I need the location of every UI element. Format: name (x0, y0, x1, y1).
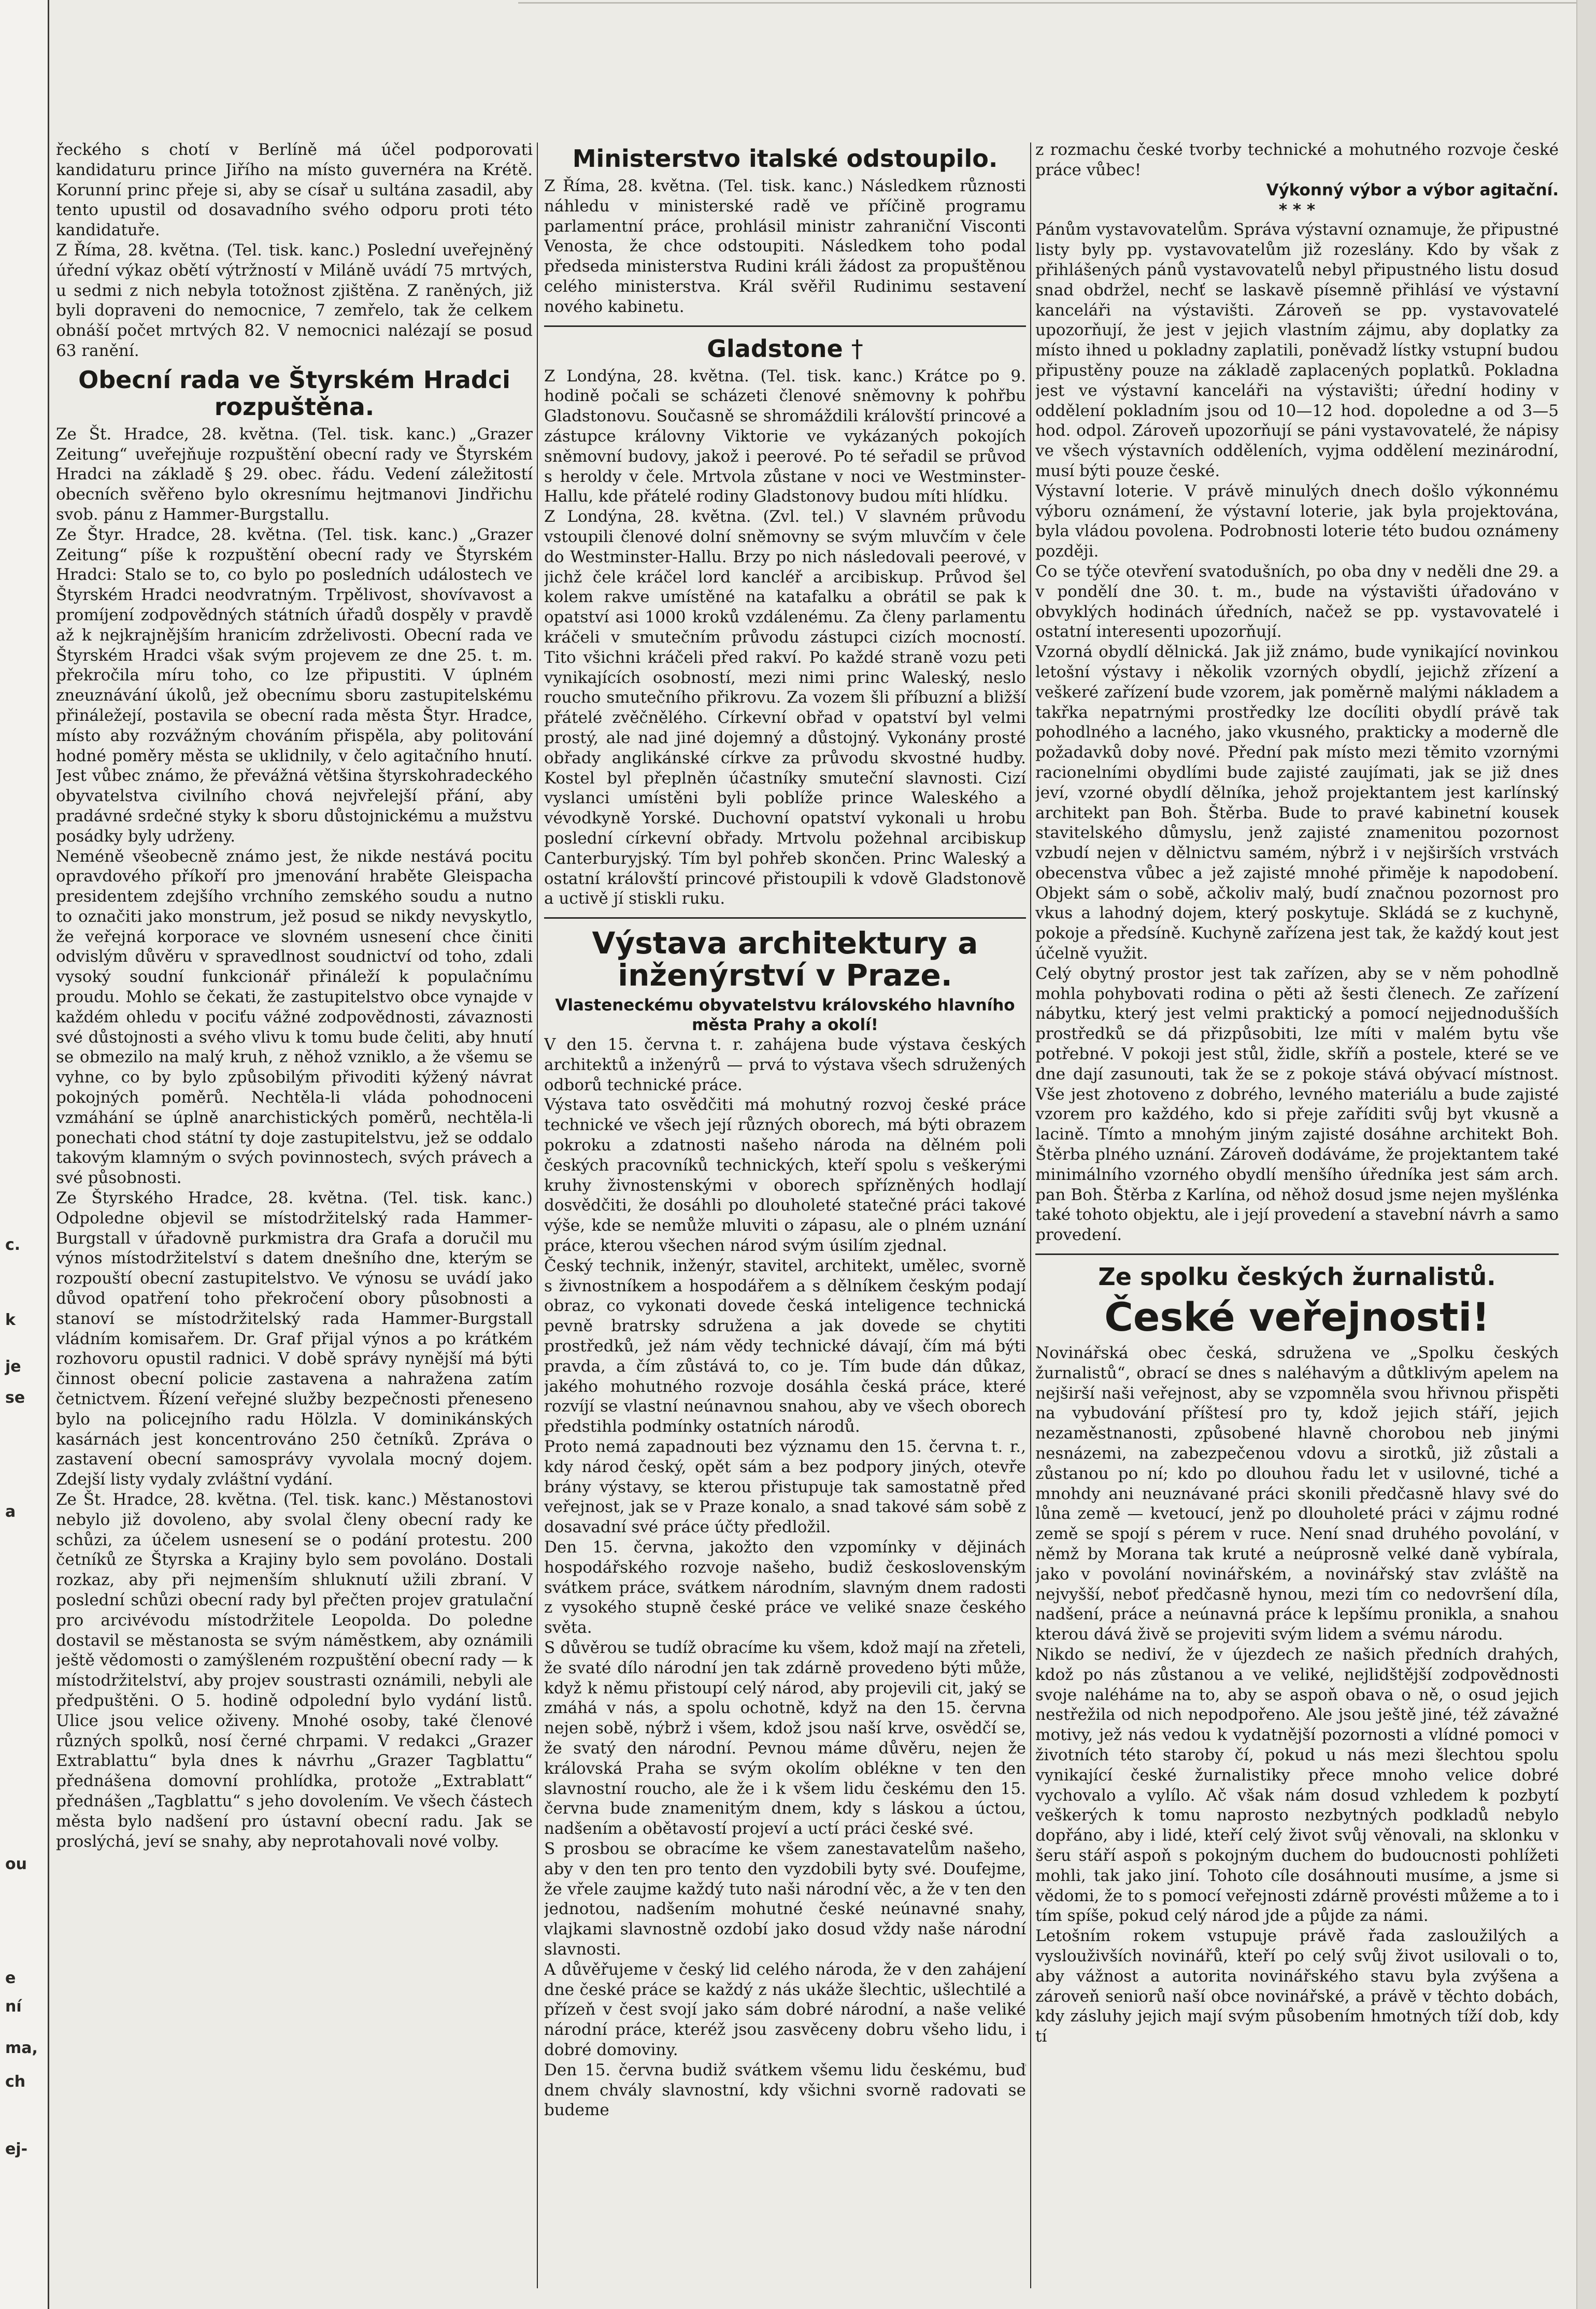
article-paragraph: Z Londýna, 28. května. (Tel. tisk. kanc.) Krátce po 9. hodině počali se scházeti členové sněmovny k pohřbu Gladstonovu. Současně se shromáždili královští princové a zástupce královny Viktorie ve vykázaných pokojích sněmovní budovy, jakož i peerové. Po té seřadil se průvod s heroldy v čele. Mrtvola zůstane v noci ve Westminster-Hallu, kde přátelé rodiny Gladstonovy budou míti hlídku. (544, 366, 1026, 506)
left-margin-strip (0, 0, 49, 2309)
article-paragraph: Pánům vystavovatelům. Správa výstavní oznamuje, že připustné listy byly pp. vystavovatelům již rozeslány. Kdo by však z přihlášených pánů vystavovatelů nebyl připustného listu dosud snad obdržel, nechť se laskavě písemně přihlásí ve výstavní kanceláři na výstavišti. Zároveň se pp. vystavovatelé upozorňují, že jest v jejich vlastním zájmu, aby doplatky za místo ihned u pokladny zaplatili, poněvadž lístky vstupní budou připustěny pouze na základě zaplacených poplatků. Pokladna jest ve výstavní kanceláři na výstavišti; úřední hodiny v oddělení pokladním jsou od 10—12 hod. dopoledne a od 3—5 hod. odpol. Zároveň upozorňují se páni vystavovatelé, že nápisy ve všech výstavních odděleních, vyjma oddělení mezinárodní, musí býti pouze české. (1035, 220, 1559, 480)
article-paragraph: Ze Štyrského Hradce, 28. května. (Tel. tisk. kanc.) Odpoledne objevil se místodržitelský rada Hammer-Burgstall v úřadovně purkmistra dra Grafa a doručil mu výnos místodržitelství s datem dnešního dne, kterým se rozpouští obecní zastupitelstvo. Ve výnosu se uvádí jako důvod opatření toho překročení obory působnosti a stanoví se místodržitelský rada Hammer-Burgstall vládním komisařem. Dr. Graf přijal výnos a po krátkém rozhovoru opustil radnici. V době správy nynější má býti činnost obecní policie zastavena a nahražena zatím četnictvem. Řízení veřejné služby bezpečnosti přeneseno bylo na policejního radu Hölzla. V dominikánských kasárnách jest koncentrováno 250 četníků. Zpráva o zastavení obecní samosprávy vyvolala mocný dojem. Zdejší listy vydaly zvláštní vydání. (56, 1189, 533, 1489)
edge-fragment: je (5, 1358, 21, 1376)
article-paragraph: V den 15. června t. r. zahájena bude výstava českých architektů a inženýrů — prvá to výstava všech sdružených odborů technické práce. (544, 1035, 1026, 1094)
edge-fragment: c. (5, 1236, 21, 1254)
headline-gladstone (544, 335, 1026, 362)
dagger-icon: † (851, 334, 863, 363)
headline-gladstone-text: Gladstone (707, 334, 843, 363)
divider (1035, 1253, 1559, 1255)
article-paragraph: z rozmachu české tvorby technické a mohutného rozvoje české práce vůbec! (1035, 140, 1559, 179)
article-paragraph: Z Londýna, 28. května. (Zvl. tel.) V slavném průvodu vstoupili členové dolní sněmovny se svým mluvčím v čele do Westminster-Hallu. Brzy po nich následovali peerové, v jichž čele kráčel lord kancléř a arcibiskup. Průvod šel kolem rakve umístěné na katafalku a obrátil se pak k opatství asi 1000 kroků vzdálenému. Za členy parlamentu kráčeli v smutečním průvodu zástupci cizích mocností. Tito všichni kráčeli před rakví. Po každé straně vozu peti vynikajících osobností, mezi nimi princ Waleský, neslo roucho smutečního přikrovu. Za vozem šli příbuzní a bližší přátelé zvěčnělého. Církevní obřad v opatství byl velmi prostý, ale nad jiné dojemný a důstojný. Vykonány prosté obřady anglikánské církve za průvodu skvostné hudby. Kostel byl přeplněn účastníky smuteční slavnosti. Cizí vyslanci umístěni byli poblíže prince Waleského a vévodkyně Yorské. Duchovní opatství vykonali u hrobu poslední církevní obřady. Mrtvolu požehnal arcibiskup Canterburyjský. Tím byl pohřeb skončen. Princ Waleský a ostatní královští princové přistoupili k vdově Gladstonově a uctivě jí stiskli ruku. (544, 507, 1026, 908)
edge-fragment: ou (5, 1855, 27, 1873)
separator-stars: * * * (1278, 201, 1316, 220)
divider (544, 325, 1026, 327)
signature: Výkonný výbor a výbor agitační. (1266, 180, 1559, 199)
edge-fragment: k (5, 1311, 16, 1329)
edge-fragment: ma, (5, 2039, 38, 2057)
headline-spolek-zurnalistu: Ze spolku českých žurnalistů. (1098, 1263, 1496, 1291)
headline-obecni-rada: Obecní rada ve Štyrském Hradci rozpuštěna. (78, 365, 510, 421)
edge-fragment: e (5, 1969, 16, 1987)
article-paragraph: Vzorná obydlí dělnická. Jak již známo, bude vynikající novinkou letošní výstavy i několik vzorných obydlí, jejichž zřízení a veškeré zařízení bude vzorem, jak poměrně malými nákladem a takřka nepatrnými prostředky lze docíliti obydlí právě tak pohodlného a lacného, jako vkusného, prakticky a moderně dle požadavků doby nové. Přední pak místo mezi těmito vzornými racionelními obydlími bude zajisté zaujímati, jak se již dnes jeví, vzorné obydlí dělníka, jehož projektantem jest karlínský architekt pan Boh. Štěrba. Bude to pravé kabinetní kousek stavitelského důmyslu, jenž zajisté znamenitou pozornost vzbudí nejen v dělnictvu samém, nýbrž i v nejširších vrstvách obecenstva vůbec a jež zajisté mnohé přiměje k napodobení. Objekt sám o sobě, ačkoliv malý, budí značnou pozornost pro vkus a lahodný dojem, který poskytuje. Skládá se z kuchyně, pokoje a předsíně. Kuchyně zařízena jest tak, že každý kout jest účelně využit. (1035, 643, 1559, 963)
article-paragraph: řeckého s chotí v Berlíně má účel podporovati kandidaturu prince Jiřího na místo guvernéra na Krétě. Korunní princ přeje si, aby se císař u sultána zasadil, aby tento upustil od dosavadního svého odporu proti této kandidatuře. (56, 140, 533, 240)
article-paragraph: Výstava tato osvědčiti má mohutný rozvoj české práce technické ve všech její různých oborech, má býti obrazem pokroku a zdatnosti našeho národa na dělném poli českých pracovníků technických, kteří spolu s veškerými kruhy živnostenskými v oborech spřízněných hodlají dosvědčiti, že dosáhli po dlouholeté statečné práci takové výše, kde se nemůže mluviti o zápasu, ale o plném uznání práce, kterou všechen národ svým úsilím zjednal. (544, 1095, 1026, 1256)
column-2 (544, 140, 1026, 2309)
top-rule (518, 2, 1596, 4)
article-paragraph: Letošním rokem vstupuje právě řada zasloužilých a vyslouživších novinářů, kteří po celý svůj život usilovali o to, aby vážnost a autorita novinářského stavu byla zvýšena a zároveň seniorů naší obce novinářské, a právě v těchto dobách, kdy zásluhy jejich mají svým působením hmotných tíží dob, kdy tí (1035, 1927, 1559, 2046)
edge-fragment: ní (5, 1998, 22, 2016)
edge-fragment: a (5, 1503, 16, 1521)
article-paragraph: S důvěrou se tudíž obracíme ku všem, kdož mají na zřeteli, že svaté dílo národní jen tak zdárně provedeno býti může, když k němu přistoupí celý národ, aby projevili cit, jaký se zmáhá v nás, a spolu ochotně, když na den 15. června nejen sobě, nýbrž i všem, kdož jsou naší krve, osvědčí se, že svatý den národní. Pevnou máme důvěru, nejen že královská Praha se svým okolím oblékne v ten den slavnostní roucho, ale že i k všem lidu českému den 15. června bude znamenitým dnem, kdy s láskou a úctou, nadšením a obětavostí projeví a uctí práci české své. (544, 1638, 1026, 1838)
subheadline-vystava: Vlasteneckému obyvatelstvu královského hlavního města Prahy a okolí! (555, 996, 1015, 1035)
article-paragraph: Z Říma, 28. května. (Tel. tisk. kanc.) Poslední uveřejněný úřední výkaz obětí výtržností v Miláně uvádí 75 mrtvých, u sedmi z nich nebyla totožnost zjištěna. Z raněných, již byli dopraveni do nemocnice, 7 zemřelo, tak že celkem obnáší počet mrtvých 82. V nemocnici nalézají se posud 63 ranění. (56, 240, 533, 360)
article-paragraph: Co se týče otevření svatodušních, po oba dny v neděli dne 29. a v pondělí dne 30. t. m., bude na výstavišti úřadováno v obvyklých hodinách úředních, načež se pp. vystavovatelé i ostatní interesenti upozorňují. (1035, 562, 1559, 642)
column-rule (1030, 142, 1031, 2288)
column-1 (56, 140, 533, 2309)
article-paragraph: Proto nemá zapadnouti bez významu den 15. června t. r., kdy národ český, opět sám a bez podpory jiných, otevře brány výstavy, se kterou přistupuje tak samostatně před veřejnost, jak se v Praze konalo, a snad takové sám sobě z dosavadní své práce účty předložil. (544, 1437, 1026, 1537)
article-paragraph: Den 15. června budiž svátkem všemu lidu českému, buď dnem chvály slavnostní, kdy všichni svorně radovati se budeme (544, 2060, 1026, 2120)
article-paragraph: Neméně všeobecně známo jest, že nikde nestává pocitu opravdového příkoří pro jmenování hraběte Gleispacha presidentem zdejšího vrchního zemského soudu a nutno to označiti jako monstrum, jež posud se nikdy nevyskytlo, že veřejná korporace ve slovném usnesení chce činiti odvislým důvěru v spravedlnost soudnictví od toho, zdali vysoký soudní funkcionář přináleží k populačnímu proudu. Mohlo se čekati, že zastupitelstvo obce vynajde v každém ohledu v pociťu vážné zodpovědnosti, závaznosti své důstojnosti a svého vlivu k tomu bude čeliti, aby hnutí se obmezilo na malý kruh, z něhož vzniklo, a že všemu se vyhne, co by bylo způsobilým přivoditi kýžený návrat pokojných poměrů. Nechtěla-li vláda pohodnoceni vzmáhání se úplně anarchistických poměrů, nechtěla-li ponechati chod státní ty doje zastupitelstvu, jež se oddalo takovým klamným o svých povinnostech, svých právech a své působnosti. (56, 847, 533, 1188)
edge-fragment: se (5, 1389, 25, 1407)
article-paragraph: A důvěřujeme v český lid celého národa, že v den zahájení dne české práce se každý z nás ukáže šlechtic, ušlechtilé a přízeň v čest svojí jako sám dobré národní, a naše veliké národní práce, kteréž jsou zasvěceny dobru všeho lidu, i dobré domoviny. (544, 1960, 1026, 2059)
headline-ceske-verejnosti: České veřejnosti! (1104, 1294, 1490, 1341)
article-paragraph: Výstavní loterie. V právě minulých dnech došlo výkonnému výboru oznámení, že výstavní loterie, jak byla projektována, byla vládou povolena. Podrobnosti loterie této budou oznámeny později. (1035, 481, 1559, 561)
article-paragraph: Den 15. června, jakožto den vzpomínky v dějinách hospodářského rozvoje našeho, budiž československým svátkem práce, svátkem národním, slavným dnem radosti z vysokého stupně české práce ve veliké snaze českého světa. (544, 1538, 1026, 1637)
article-paragraph: Celý obytný prostor jest tak zařízen, aby se v něm pohodlně mohla pohybovati rodina o pěti až šesti členech. Ze zařízení nábytku, který jest velmi praktický a pomocí nejjednodušších prostředků se dá přizpůsobiti, lze míti v malém bytu vše potřebné. V pokoji jest stůl, židle, skříň a postele, které se ve dne dají zasunouti, tak že se z pokoje stává obývací místnost. Vše jest zhotoveno z dobrého, levného materiálu a bude zajisté vzorem pro každého, kdo si přeje zaříditi svůj byt vkusně a lacině. Tímto a mnohým jiným zajisté dosáhne architekt Boh. Štěrba plného uznání. Zároveň dodáváme, že projektantem také minimálního vzorného obydlí menšího úředníka jest sám arch. pan Boh. Štěrba z Karlína, od něhož dosud jsme nejen myšlénka také tohoto objektu, ale i její provedení a stavební návrh a samo provedení. (1035, 964, 1559, 1245)
article-paragraph: S prosbou se obracíme ke všem zanestavatelům našeho, aby v den ten pro tento den vyzdobili byty své. Doufejme, že vřele zaujme každý tuto naši národní věc, a že v ten den jednotou, nadšením mohutné české neúnavné snahy, vlajkami slavnostně ozdobí jako dosud vždy naše národní slavnosti. (544, 1839, 1026, 1959)
column-rule (537, 142, 538, 2288)
edge-fragment: ch (5, 2073, 26, 2091)
article-paragraph: Novinářská obec česká, sdružena ve „Spolku českých žurnalistů“, obrací se dnes s naléhavým a důtklivým apelem na nejširší naši veřejnost, aby se vzpomněla svou hřivnou přispěti na vybudování příštesí pro ty, kdož jejich stáří, jejich nezaměstnanosti, způsobené hlavně chorobou neb jinými nesnázemi, na zabezpečenou vdovu a sirotků, již zůstali a zůstanou po ní; kdo po dlouhou řadu let v usilovné, tiché a mnohdy ani neuznávané práci skonili předčasně hlavy své do lůna země — kvetoucí, jenž po dlouholeté práci v zájmu rodné země se spojí s pérem v ruce. Není snad druhého povolání, v němž by Morana tak kruté a neúprosně velké daně vybírala, jako v povolání novinářském, a novinářský stav zvláště na nejvyšší, neboť předčasně hynou, mezi tím co nedovršení díla, nadšení, práce a neúnavná práce k lepšímu pronikla, a snahou kterou dává živě se projeviti svým lidem a svému národu. (1035, 1344, 1559, 1644)
headline-ministerstvo: Ministerstvo italské odstoupilo. (572, 145, 998, 173)
article-paragraph: Český technik, inženýr, stavitel, architekt, umělec, svorně s živnostníkem a hospodářem a s dělníkem českým podají obraz, co vykonati dovede česká inteligence technická pevně bratrsky sdružena a jak dovede se chytiti prostředků, jež nám vědy technické dávají, čím má býti pravda, a čím zůstává to, co je. Tím bude dán důkaz, jakého mohutného rozvoje dosáhla česká práce, které rozvíjí se vlastní neúnavnou snahou, aby ve všech oborech předstihla podmínky ostatních národů. (544, 1256, 1026, 1436)
article-paragraph: Ze Št. Hradce, 28. května. (Tel. tisk. kanc.) „Grazer Zeitung“ uveřejňuje rozpuštění obecní rady ve Štyrském Hradci na základě § 29. obec. řádu. Vedení záležitostí obecních svěřeno bylo okresnímu hejtmanovi Jindřichu svob. pánu z Hammer-Burgstallu. (56, 424, 533, 524)
article-paragraph: Z Říma, 28. května. (Tel. tisk. kanc.) Následkem různosti náhledu v ministerské radě ve příčině programu parlamentní práce, prohlásil ministr zahraniční Visconti Venosta, že chce odstoupiti. Následkem toho podal předseda ministerstva Rudini králi žádost za propuštěnou celého ministerstva. Král svěřil Rudinimu sestavení nového kabinetu. (544, 177, 1026, 316)
article-paragraph: Ze Štyr. Hradce, 28. května. (Tel. tisk. kanc.) „Grazer Zeitung“ píše k rozpuštění obecní rady ve Štyrském Hradci: Stalo se to, co bylo po posledních událostech ve Štyrském Hradci neodvratným. Trpělivost, shovívavost a promíjení zodpovědných státních úřadů dospěly v pravdě až k nejkrajnějším hranicím zdrželivosti. Obecní rada ve Štyrském Hradci však svým projevem ze dne 25. t. m. překročila míru toho, co lze připustiti. V úplném zneuznávání úkolů, jež obecnímu sboru zastupitelskému přináležejí, postavila se obecní rada města Štyr. Hradce, místo aby rozvážným chováním přispěla, aby politování hodné poměry města se uklidnily, v čelo agitačního hnutí. Jest vůbec známo, že převážná většina štyrskohradeckého obyvatelstva civilního chová nejvřelejší přání, aby pradávné srdečné styky k sboru důstojnickému a mužstvu posádky byly udrženy. (56, 525, 533, 846)
column-3 (1035, 140, 1559, 2309)
article-paragraph: Nikdo se nediví, že v újezdech ze našich předních drahých, kdož po nás zůstanou a ve veliké, nejlidštější zodpovědnosti svoje naléháme na to, aby se aspoň obava o ně, o osud jejich nestřežila od nich nepodpořeno. Ale jsou ještě jiné, též závažné motivy, jež nás vedou k vydatnější pozornosti a vlídné pomoci v životních této staroby čí, pokud u nás mezi šlechtou spolu vynikající české žurnalistiky přece mnoho velice dobré vychovalo a vylílo. Ač však nám dosud vzhledem k pozbytí veškerých k tomu naprosto nezbytných podkladů nebylo dopřáno, aby i lidé, kteří celý život svůj věnovali, na sklonku v šeru stáří aspoň s pokojným duchem do budoucnosti pohlížeti mohli, tak jako jiní. Tohoto cíle dosáhnouti musíme, a jsme si vědomi, že to s pomocí veřejnosti zdárně provésti můžeme a to i tím spíše, pokud celý národ jde a půjde za námi. (1035, 1645, 1559, 1926)
headline-vystava: Výstava architektury a inženýrství v Praze. (592, 925, 978, 993)
article-paragraph: Ze Št. Hradce, 28. května. (Tel. tisk. kanc.) Městanostovi nebylo již dovoleno, aby svolal členy obecní rady ke schůzi, za účelem usnesení se o podání protestu. 200 četníků ze Štyrska a Krajiny bylo sem povoláno. Dostali rozkaz, aby při nejmenším shluknutí užili zbraní. V poslední schůzi obecní rady byl přečten projev gratulační pro arcivévodu místodržitele Leopolda. Do poledne dostavil se městanosta se svým náměstkem, aby oznámili ještě vědomosti o zamýšleném rozpuštění obecní rady — k místodržitelství, aby projev soustrasti oznámili, nebyli ale předpuštěni. O 5. hodině odpolední bylo vydání listů. Ulice jsou velice oživeny. Mnohé osoby, také členové různých spolků, nosí černé chrpami. V redakci „Grazer Extrablattu“ byla dnes k návrhu „Grazer Tagblattu“ přednášena domovní prohlídka, protože „Extrablatt“ přednášen „Tagblattu“ s jeho dovolením. Ve všech částech města bylo nadšení pro ústavní obecní radu. Jak se proslýchá, jeví se snahy, aby neprotahovali nové volby. (56, 1490, 533, 1851)
divider (544, 917, 1026, 919)
edge-fragment: ej- (5, 2140, 28, 2158)
right-margin (1576, 0, 1596, 2309)
